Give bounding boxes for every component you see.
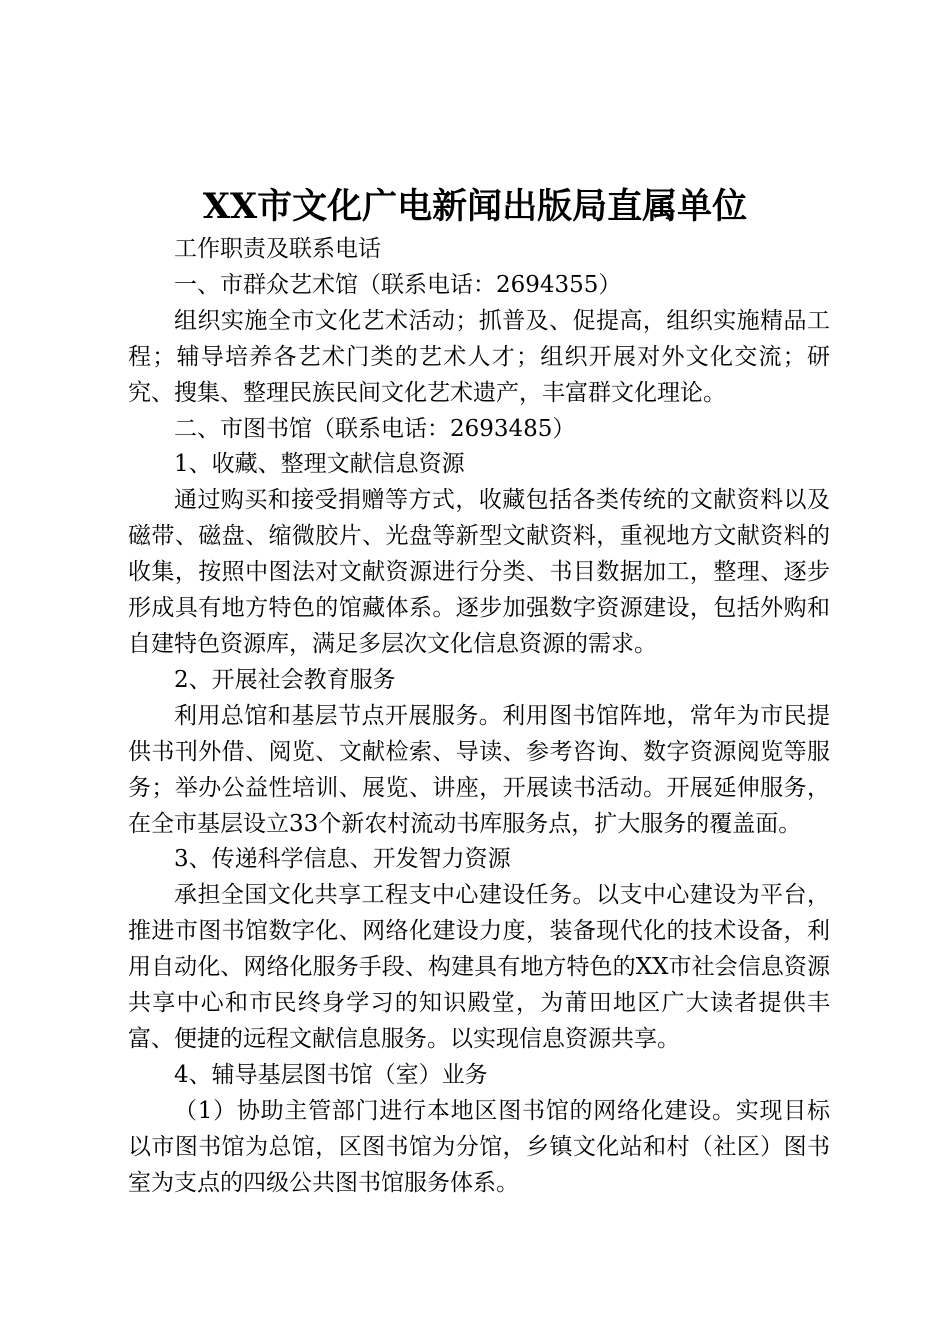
- paragraph-art-center-duties: 组织实施全市文化艺术活动；抓普及、促提高，组织实施精品工程；辅导培养各艺术门类的艺术人才；组织开展对外文化交流；研究、搜集、整理民族民间文化艺术遗产，丰富群文化理论。: [128, 307, 830, 406]
- heading-item-3: 3、传递科学信息、开发智力资源: [174, 846, 511, 873]
- heading-item-2: 2、开展社会教育服务: [174, 666, 396, 693]
- paragraph-subtitle: 工作职责及联系电话: [174, 236, 381, 262]
- document-body: [128, 232, 830, 1201]
- paragraph-collection: 通过购买和接受捐赠等方式，收藏包括各类传统的文献资料以及磁带、磁盘、缩微胶片、光盘等新型文献资料，重视地方文献资料的收集，按照中图法对文献资源进行分类、书目数据加工，整理、逐步形成具有地方特色的馆藏体系。逐步加强数字资源建设，包括外购和自建特色资源库，满足多层次文化信息资源的需求。: [128, 487, 830, 657]
- heading-item-1: 1、收藏、整理文献信息资源: [174, 451, 465, 478]
- paragraph-information-sharing: 承担全国文化共享工程支中心建设任务。以支中心建设为平台，推进市图书馆数字化、网络化建设力度，装备现代化的技术设备，利用自动化、网络化服务手段、构建具有地方特色的XX市社会信息资源共享中心和市民终身学习的知识殿堂，为莆田地区广大读者提供丰富、便捷的远程文献信息服务。以实现信息资源共享。: [128, 882, 830, 1052]
- paragraph-education-service: 利用总馆和基层节点开展服务。利用图书馆阵地，常年为市民提供书刊外借、阅览、文献检索、导读、参考咨询、数字资源阅览等服务；举办公益性培训、展览、讲座，开展读书活动。开展延伸服务，在全市基层设立33个新农村流动书库服务点，扩大服务的覆盖面。: [128, 702, 830, 837]
- heading-section-1: 一、市群众艺术馆（联系电话：2694355）: [174, 271, 622, 298]
- heading-section-2: 二、市图书馆（联系电话：2693485）: [174, 415, 576, 442]
- paragraph-grassroots-guidance: （1）协助主管部门进行本地区图书馆的网络化建设。实现目标以市图书馆为总馆，区图书馆为分馆，乡镇文化站和村（社区）图书室为支点的四级公共图书馆服务体系。: [128, 1097, 830, 1196]
- heading-item-4: 4、辅导基层图书馆（室）业务: [174, 1061, 488, 1088]
- document-title: XX市文化广电新闻出版局直属单位: [202, 186, 748, 227]
